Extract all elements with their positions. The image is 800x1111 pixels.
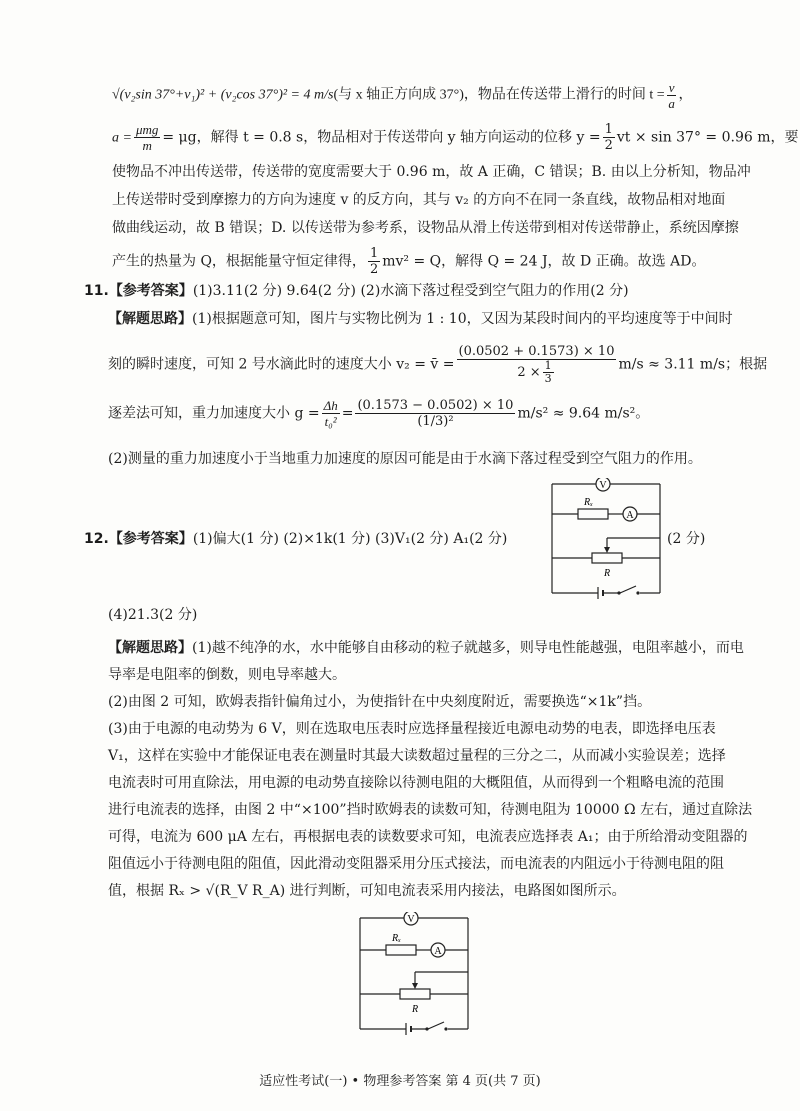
q12-number: 12. [84,531,109,547]
q11-answer [84,281,629,301]
q12-diagram-score: (2 分) [667,531,706,547]
page-footer: 适应性考试(一) • 物理参考答案 第 4 页(共 7 页) [259,1074,541,1089]
p1-line3: 使物品不冲出传送带，传送带的宽度需要大于 0.96 m，故 A 正确，C 错误；B. 由以上分析知，物品冲 [112,164,751,180]
q12-answer-tag: 【参考答案】 [108,531,193,547]
voltmeter-label: V [407,914,415,925]
q12-idea-line8: 可得，电流为 600 μA 左右，再根据电表的读数要求可知，电流表应选择表 A₁；由于所给滑动变阻器的 [108,829,748,845]
q11-number: 11. [84,283,109,299]
q11-answer-text: (1)3.11(2 分) 9.64(2 分) (2)水滴下落过程受到空气阻力的作用(2 分) [192,283,629,299]
p1-line5: 做曲线运动，故 B 错误；D. 以传送带为参考系，设物品从滑上传送带到相对传送带静止，系统因摩擦 [112,220,739,236]
q12-idea-line5: V₁，这样在实验中才能保证电表在测量时其最大读数超过量程的三分之二，从而减小实验误差；选择 [108,748,726,764]
ammeter-label: A [434,946,442,957]
circuit-diagram-explanation [352,912,476,1036]
p1-line1: √(v₂sin 37°+v₁)² + (v₂cos 37°)² = 4 m/s(与 x 轴正方向成 37°)，物品在传送带上滑行的时间 t = $\frac{v}{a}$ ， [112,80,693,111]
ammeter-label: A [626,510,634,521]
q12-answer-4: (4)21.3(2 分) [108,607,198,623]
p1-line4: 上传送带时受到摩擦力的方向为速度 v 的反方向，其与 v₂ 的方向不在同一条直线，故物品相对地面 [112,192,726,208]
q11-idea-line2: 刻的瞬时速度，可知 2 号水滴此时的速度大小 v₂ = v̄ = (0.0502 + 0.1573) × 10 2 × $\frac{1}{3}$ m/s ≈ 3.11 m/s；根据 [108,344,768,385]
q11-idea-tag: 【解题思路】 [108,311,192,327]
q12-idea-line10: 值，根据 Rₓ > √(R_V R_A) 进行判断，可知电流表采用内接法，电路图如图所示。 [108,883,626,899]
r-label: R [412,1004,419,1015]
q12-idea-line1: 【解题思路】(1)越不纯净的水，水中能够自由移动的粒子就越多，则导电性能越强，电阻率越小，而电 [108,640,744,656]
q11-idea-line3: 逐差法可知，重力加速度大小 g = $\frac{\Delta h}{\text{t₀²}}$ = $\frac{(0.1573 - 0.0502) \times 10}{\text{(1/3)²}}$ m/s² ≈ 9.64 m/s²。 [108,398,650,429]
voltmeter-label: V [599,480,607,491]
q12-idea-line6: 电流表时可用直除法，用电源的电动势直接除以待测电阻的大概阻值，从而得到一个粗略电流的范围 [108,775,724,791]
q11-answer-tag: 【参考答案】 [108,283,193,299]
p1-line2: a = $\frac{\text{μmg}}{m}$ = μg，解得 t = 0.8 s，物品相对于传送带向 y 轴方向运动的位移 y = $\frac{1}{2}$ vt × sin 37° = 0.96 m，要 [112,122,799,153]
q12-idea-line2: 导率是电阻率的倒数，则电导率越大。 [108,667,346,683]
circuit-diagram-answer [544,478,668,600]
q11-idea-line4: (2)测量的重力加速度小于当地重力加速度的原因可能是由于水滴下落过程受到空气阻力的作用。 [108,451,702,467]
q12-idea-tag: 【解题思路】 [108,640,192,656]
q12-idea-line3: (2)由图 2 可知，欧姆表指针偏角过小，为使指针在中央刻度附近，需要换选“×1k”挡。 [108,694,652,710]
q12-idea-line4: (3)由于电源的电动势为 6 V，则在选取电压表时应选择量程接近电源电动势的电表，即选择电压表 [108,721,716,737]
p1-formula: √(v₂sin 37°+v₁)² + (v₂cos 37°)² = 4 m/s [112,87,334,103]
q12-answer-text: (1)偏大(1 分) (2)×1k(1 分) (3)V₁(2 分) A₁(2 分) [192,531,508,547]
rx-label: Rₓ [392,933,401,944]
r-label: R [604,568,611,579]
q12-idea-line7: 进行电流表的选择，由图 2 中“×100”挡时欧姆表的读数可知，待测电阻为 10000 Ω 左右，通过直除法 [108,802,753,818]
q11-idea-line1: 【解题思路】(1)根据题意可知，图片与实物比例为 1 : 10，又因为某段时间内的平均速度等于中间时 [108,311,733,327]
rx-label: Rₓ [584,497,593,508]
p1-line6: 产生的热量为 Q，根据能量守恒定律得， $\frac{1}{2}$ mv² = Q，解得 Q = 24 J，故 D 正确。故选 AD。 [112,246,706,277]
q12-idea-line9: 阻值远小于待测电阻的阻值，因此滑动变阻器采用分压式接法，而电流表的内阻远小于待测电阻的阻 [108,856,724,872]
q12-answer [84,529,507,549]
